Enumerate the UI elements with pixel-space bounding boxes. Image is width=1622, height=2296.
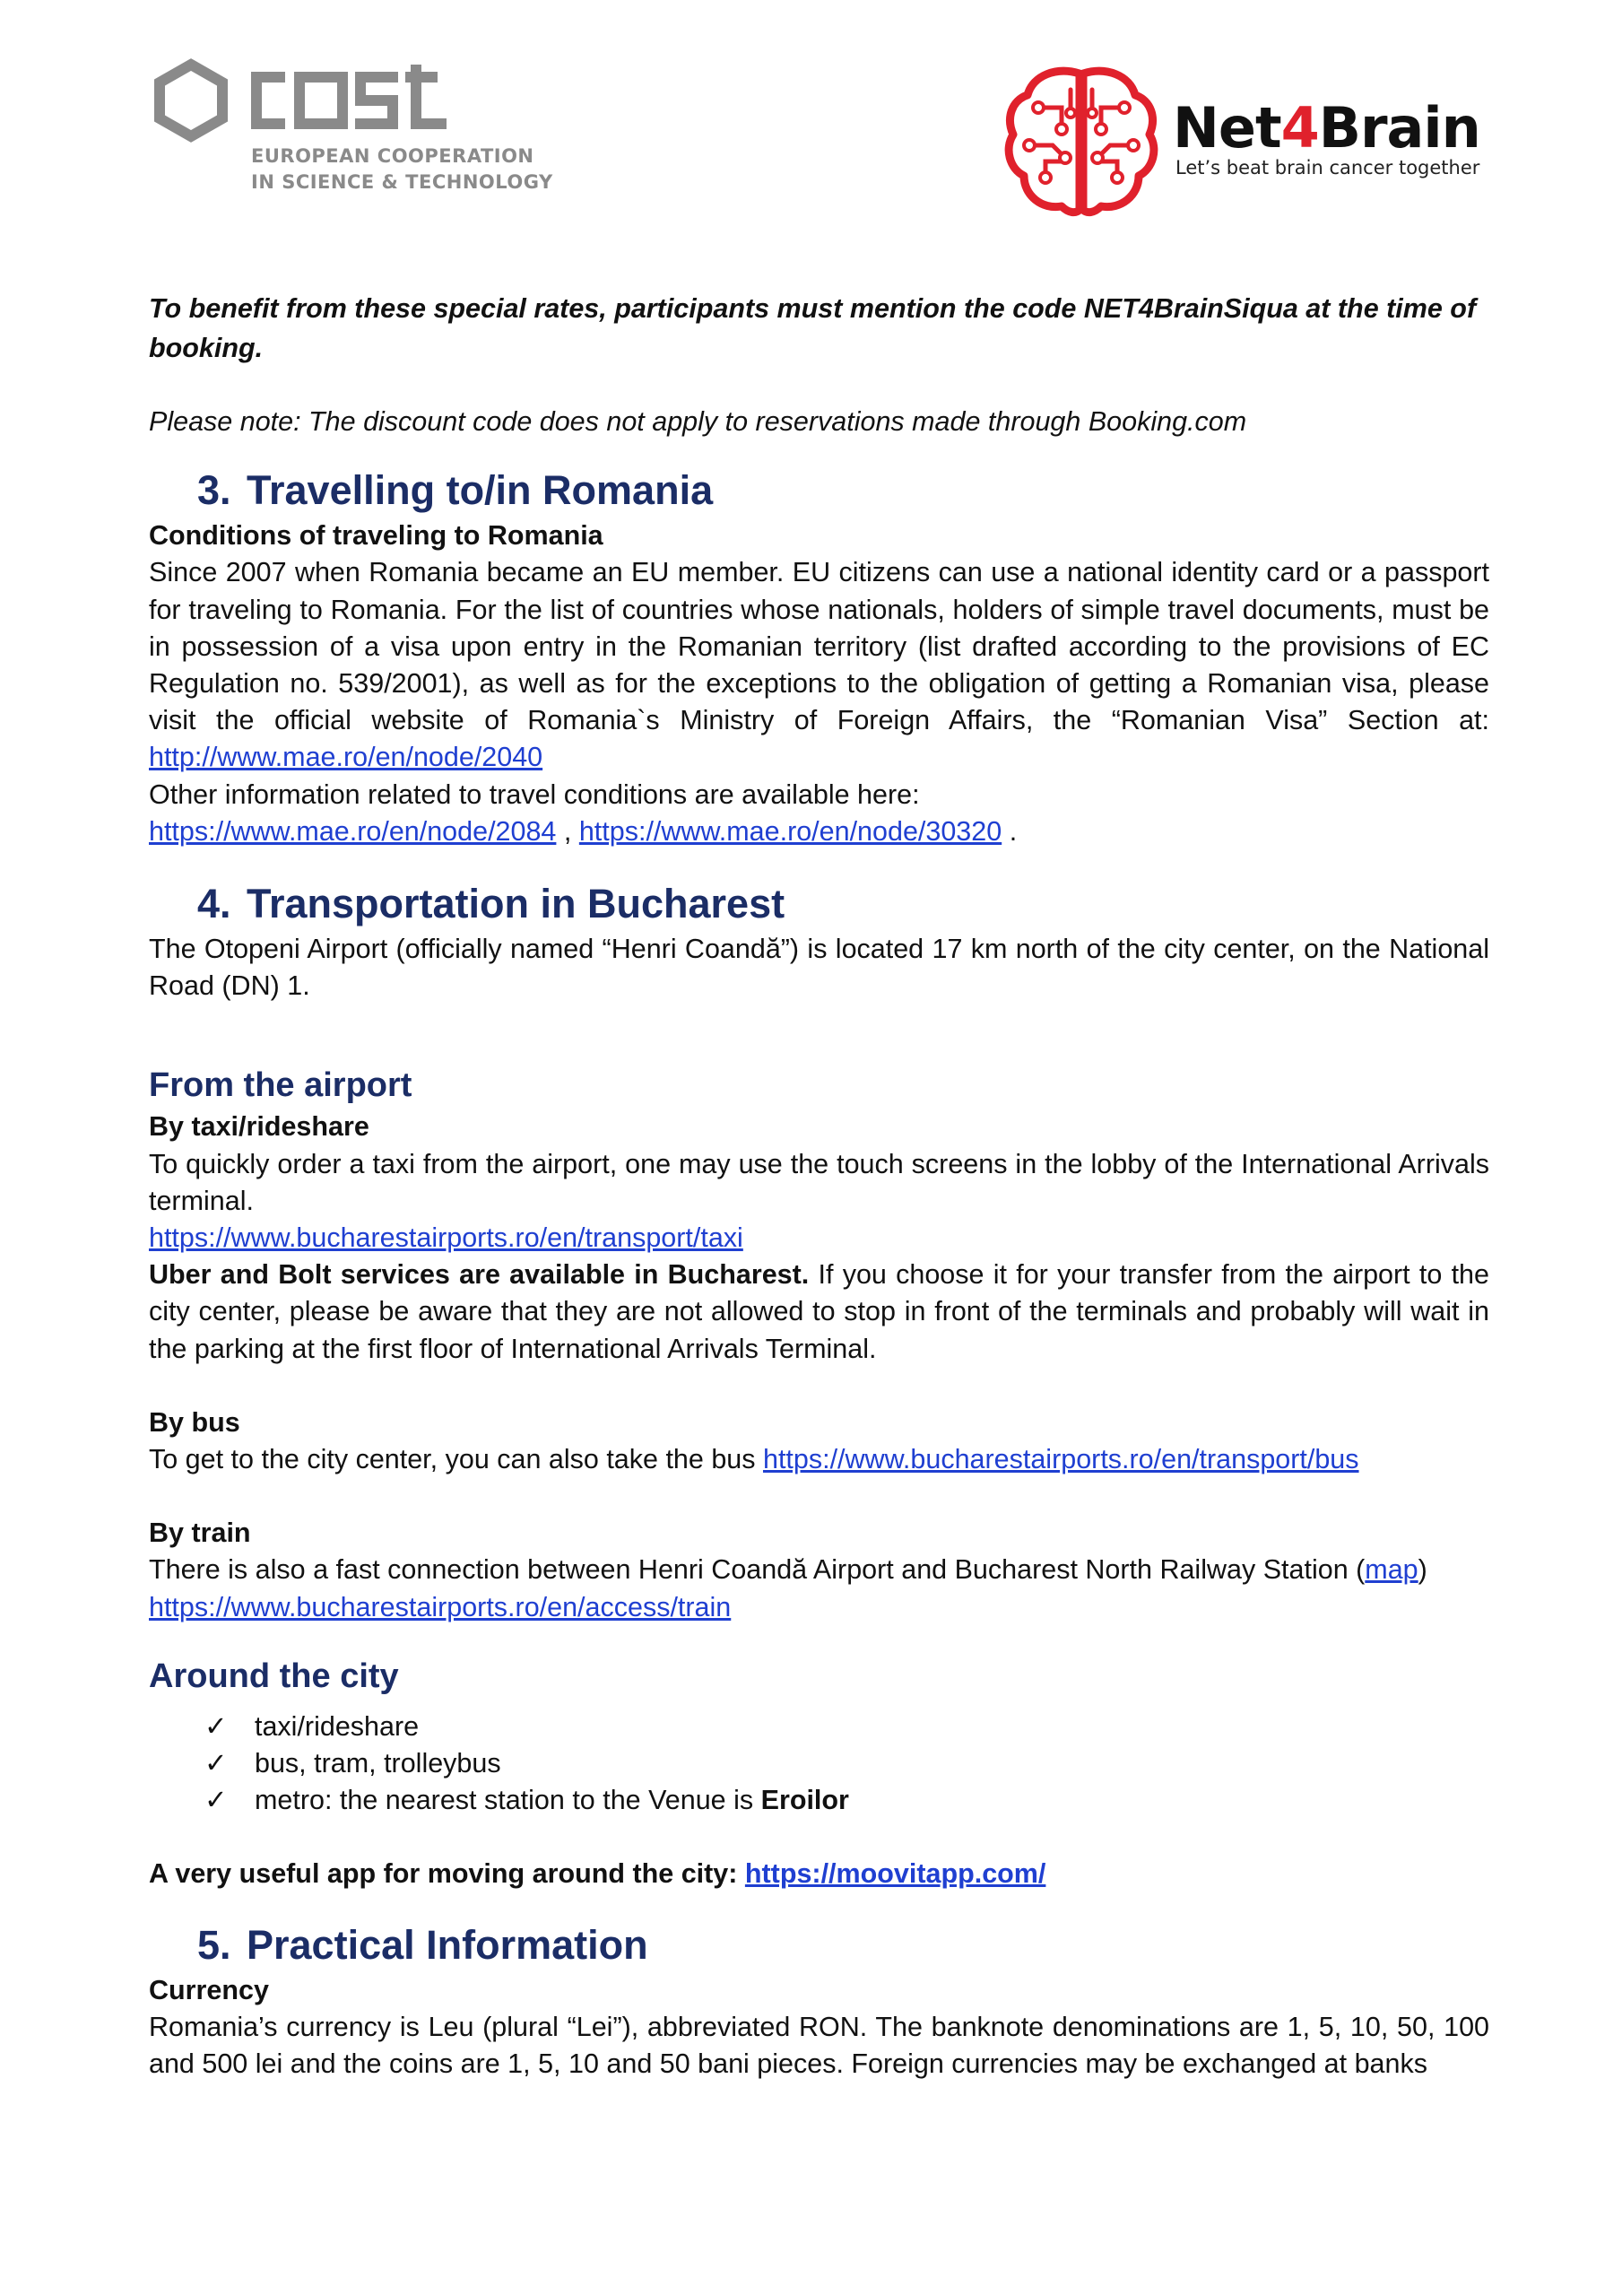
around-city-heading: Around the city: [149, 1657, 399, 1695]
net4brain-title: [1173, 97, 1480, 160]
train-link[interactable]: https://www.bucharestairports.ro/en/access/train: [149, 1591, 732, 1622]
around-city-list: [149, 1709, 1489, 1820]
section-5-heading: [149, 1918, 1489, 1972]
list-item-text: bus, tram, trolleybus: [255, 1748, 501, 1779]
other-info-text: Other information related to travel conditions are available here:: [149, 778, 920, 810]
app-text: A very useful app for moving around the city:: [149, 1858, 738, 1890]
visa-link[interactable]: http://www.mae.ro/en/node/2040: [149, 742, 543, 773]
list-item-text: metro: the nearest station to the Venue is: [255, 1785, 754, 1816]
cost-subtitle-line1: EUROPEAN COOPERATION: [251, 145, 534, 167]
document-body: [149, 289, 1489, 2083]
cost-wordmark-graphic: [151, 57, 527, 147]
travel-conditions-text: Since 2007 when Romania became an EU member. EU citizens can use a national identity card or a passport for traveling to Romania. For the list of countries whose nationals, holders of simple travel documents, must be in possession of a visa upon entry in the Romanian territory (list drafted according to the provisions of EC Regulation no. 539/2001), as well as for the exceptions to the obligation of getting a Romanian visa, please visit the official website of Romania`s Ministry of Foreign Affairs, the “Romanian Visa” Section at:: [149, 557, 1489, 736]
list-item: [204, 1782, 1489, 1819]
links-end-dot: .: [1009, 815, 1018, 847]
section-4-number: 4.: [197, 881, 231, 927]
section-3-number: 3.: [197, 467, 231, 514]
section-5-title: Practical Information: [247, 1921, 648, 1968]
from-airport-heading: From the airport: [149, 1066, 412, 1105]
other-info-links: [149, 813, 1489, 850]
train-text: There is also a fast connection between Henri Coandă Airport and Bucharest North Railway Station (: [149, 1554, 1366, 1586]
taxi-paragraph: To quickly order a taxi from the airport, one may use the touch screens in the lobby of the International Arrivals terminal.: [149, 1148, 1489, 1216]
taxi-link-line: [149, 1220, 1489, 1257]
uber-text: If you choose it for your transfer from the airport to the city center, please be aware that they are not allowed to stop in front of the terminals and probably will wait in the parking at the first floor of International Arrivals Terminal.: [149, 1259, 1489, 1364]
list-item: [204, 1709, 1489, 1745]
section-3-heading: [149, 464, 1489, 517]
section-4-heading: [149, 877, 1489, 931]
list-item-text: taxi/rideshare: [255, 1710, 420, 1742]
links-separator: ,: [563, 815, 572, 847]
checkmark-icon: ✓: [204, 1748, 228, 1779]
train-subheading: By train: [149, 1518, 251, 1549]
cost-logo: [151, 57, 553, 205]
moovit-link[interactable]: https://moovitapp.com/: [744, 1858, 1046, 1890]
checkmark-icon: ✓: [204, 1710, 228, 1742]
travel-conditions-link-b[interactable]: https://www.mae.ro/en/node/30320: [578, 815, 1002, 847]
travel-conditions-subheading: Conditions of traveling to Romania: [149, 520, 603, 552]
brain-circuit-icon: [1002, 63, 1160, 221]
net4brain-logo: [1002, 63, 1505, 224]
bus-paragraph: [149, 1441, 1489, 1478]
net4brain-title-4: 4: [1280, 95, 1319, 161]
taxi-link[interactable]: https://www.bucharestairports.ro/en/transport/taxi: [149, 1222, 743, 1254]
taxi-subheading: By taxi/rideshare: [149, 1111, 369, 1143]
booking-code-note: To benefit from these special rates, participants must mention the code NET4BrainSiqua at the time of booking.: [149, 293, 1477, 363]
net4brain-tagline: Let’s beat brain cancer together: [1175, 157, 1480, 178]
section-3-title: Travelling to/in Romania: [247, 467, 714, 514]
cost-subtitle-line2: IN SCIENCE & TECHNOLOGY: [251, 171, 553, 193]
train-map-link[interactable]: map: [1365, 1554, 1418, 1586]
bus-link[interactable]: https://www.bucharestairports.ro/en/transport/bus: [762, 1444, 1359, 1475]
bus-subheading: By bus: [149, 1406, 240, 1438]
net4brain-title-brain: Brain: [1318, 95, 1480, 161]
bus-text: To get to the city center, you can also take the bus: [149, 1444, 756, 1475]
train-close-paren: ): [1418, 1554, 1427, 1586]
uber-paragraph: [149, 1257, 1489, 1368]
section-4-title: Transportation in Bucharest: [247, 881, 785, 927]
net4brain-title-net: Net: [1173, 95, 1281, 161]
currency-paragraph: Romania’s currency is Leu (plural “Lei”), abbreviated RON. The banknote denominations are 1, 5, 10, 50, 100 and 500 lei and the coins are 1, 5, 10 and 50 bani pieces. Foreign currencies may be exchanged at banks: [149, 2011, 1489, 2080]
discount-note: Please note: The discount code does not apply to reservations made through Booking.com: [149, 406, 1247, 437]
uber-bold-text: Uber and Bolt services are available in Bucharest.: [149, 1259, 810, 1291]
travel-conditions-link-a[interactable]: https://www.mae.ro/en/node/2084: [149, 815, 557, 847]
train-link-line: [149, 1589, 1489, 1626]
app-recommendation: [149, 1856, 1489, 1892]
train-paragraph: [149, 1552, 1489, 1588]
travel-conditions-paragraph: [149, 554, 1489, 776]
checkmark-icon: ✓: [204, 1785, 228, 1816]
airport-location-paragraph: The Otopeni Airport (officially named “Henri Coandă”) is located 17 km north of the city center, on the National Road (DN) 1.: [149, 934, 1489, 1002]
list-item: [204, 1745, 1489, 1782]
currency-subheading: Currency: [149, 1974, 269, 2005]
metro-station-name: Eroilor: [760, 1785, 849, 1816]
cost-subtitle: [251, 144, 553, 196]
section-5-number: 5.: [197, 1921, 231, 1968]
